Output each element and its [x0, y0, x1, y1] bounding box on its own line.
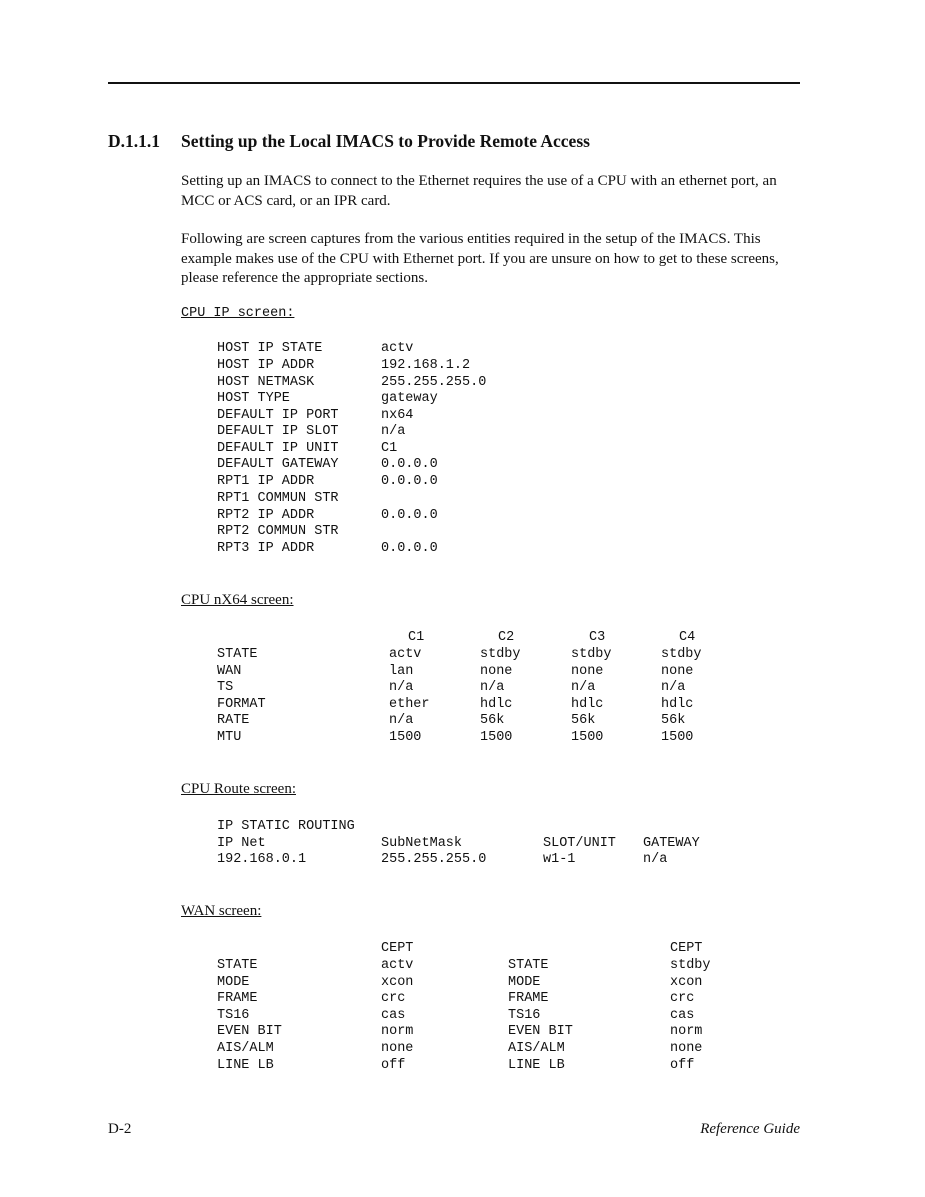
table-row	[0, 957, 925, 974]
field-label: DEFAULT IP SLOT	[217, 424, 339, 439]
field-label: RPT3 IP ADDR	[217, 541, 315, 556]
table-row	[0, 729, 925, 746]
field-label: HOST IP STATE	[217, 341, 323, 356]
field-label: RPT2 IP ADDR	[217, 508, 315, 523]
field-value: n/a	[381, 424, 406, 439]
field-value: 0.0.0.0	[381, 508, 438, 523]
table-cell: 56k	[661, 713, 686, 728]
table-cell: n/a	[480, 680, 505, 695]
table-row	[0, 390, 925, 407]
table-row	[0, 440, 925, 457]
table-cell: norm	[381, 1024, 414, 1039]
column-header: SubNetMask	[381, 836, 463, 851]
field-label: DEFAULT IP PORT	[217, 408, 339, 423]
page-number: D-2	[108, 1121, 132, 1137]
table-cell: norm	[670, 1024, 703, 1039]
field-label: HOST IP ADDR	[217, 358, 315, 373]
table-cell: hdlc	[571, 697, 604, 712]
row-label: LINE LB	[508, 1058, 565, 1073]
header-rule	[108, 82, 800, 84]
table-header-row	[0, 629, 925, 646]
table-cell: n/a	[389, 680, 414, 695]
table-row	[0, 407, 925, 424]
row-label: MODE	[217, 975, 250, 990]
row-label: MODE	[508, 975, 541, 990]
table-row	[0, 646, 925, 663]
column-header: CEPT	[670, 941, 703, 956]
field-value: gateway	[381, 391, 438, 406]
intro-paragraph: Setting up an IMACS to connect to the Ethernet requires the use of a CPU with an ethernet port, an MCC or ACS card, or an IPR card.	[181, 173, 777, 209]
table-row	[0, 663, 925, 680]
field-label: RPT1 IP ADDR	[217, 474, 315, 489]
table-cell: off	[381, 1058, 406, 1073]
table-row	[0, 974, 925, 991]
field-value: 0.0.0.0	[381, 457, 438, 472]
column-header: C1	[408, 630, 425, 645]
wan-caption: WAN screen:	[181, 903, 262, 919]
row-label: STATE	[508, 958, 549, 973]
row-label: STATE	[217, 647, 258, 662]
field-value: 192.168.1.2	[381, 358, 471, 373]
section-number: D.1.1.1	[108, 131, 161, 151]
table-row	[0, 696, 925, 713]
table-row	[0, 357, 925, 374]
table-row	[0, 712, 925, 729]
table-cell: hdlc	[480, 697, 513, 712]
table-row	[0, 456, 925, 473]
table-row	[0, 340, 925, 357]
table-cell: 1500	[480, 730, 513, 745]
table-cell: 56k	[480, 713, 505, 728]
table-row	[0, 540, 925, 557]
table-cell: stdby	[480, 647, 521, 662]
section-title: Setting up the Local IMACS to Provide Remote Access	[181, 131, 590, 151]
table-row	[0, 1007, 925, 1024]
table-row	[0, 990, 925, 1007]
table-cell: 255.255.255.0	[381, 852, 487, 867]
row-label: MTU	[217, 730, 242, 745]
table-cell: xcon	[670, 975, 703, 990]
table-cell: actv	[381, 958, 414, 973]
document-title: Reference Guide	[700, 1121, 800, 1137]
column-header: C2	[498, 630, 515, 645]
table-row	[0, 679, 925, 696]
table-cell: 192.168.0.1	[217, 852, 307, 867]
field-label: RPT1 COMMUN STR	[217, 491, 339, 506]
field-value: 0.0.0.0	[381, 541, 438, 556]
row-label: LINE LB	[217, 1058, 274, 1073]
row-label: TS	[217, 680, 234, 695]
field-label: HOST NETMASK	[217, 375, 315, 390]
table-cell: 1500	[661, 730, 694, 745]
field-label: HOST TYPE	[217, 391, 290, 406]
row-label: RATE	[217, 713, 250, 728]
table-cell: n/a	[389, 713, 414, 728]
table-cell: off	[670, 1058, 695, 1073]
row-label: AIS/ALM	[508, 1041, 565, 1056]
field-value: 0.0.0.0	[381, 474, 438, 489]
table-cell: crc	[670, 991, 695, 1006]
row-label: FORMAT	[217, 697, 266, 712]
table-header-row	[0, 940, 925, 957]
cpu-ip-caption: CPU IP screen:	[181, 306, 295, 321]
field-label: DEFAULT GATEWAY	[217, 457, 339, 472]
row-label: TS16	[508, 1008, 541, 1023]
example-paragraph: Following are screen captures from the various entities required in the setup of the IMACS. This example makes use of the CPU with Ethernet port. If you are unsure on how to get to these screens, please reference the appropriate sections.	[181, 231, 779, 286]
table-row	[0, 490, 925, 507]
column-header: SLOT/UNIT	[543, 836, 616, 851]
table-cell: cas	[381, 1008, 406, 1023]
table-cell: none	[661, 664, 694, 679]
table-cell: cas	[670, 1008, 695, 1023]
row-label: AIS/ALM	[217, 1041, 274, 1056]
row-label: FRAME	[508, 991, 549, 1006]
field-value: C1	[381, 441, 398, 456]
column-header: C3	[589, 630, 606, 645]
table-row	[0, 1040, 925, 1057]
field-label: RPT2 COMMUN STR	[217, 524, 339, 539]
row-label: EVEN BIT	[508, 1024, 573, 1039]
column-header: GATEWAY	[643, 836, 700, 851]
field-value: nx64	[381, 408, 414, 423]
section-heading	[108, 131, 590, 152]
table-cell: 1500	[571, 730, 604, 745]
table-cell: none	[381, 1041, 414, 1056]
table-cell: n/a	[661, 680, 686, 695]
table-cell: hdlc	[661, 697, 694, 712]
table-cell: none	[480, 664, 513, 679]
table-cell: ether	[389, 697, 430, 712]
row-label: EVEN BIT	[217, 1024, 282, 1039]
table-row	[0, 1023, 925, 1040]
field-value: actv	[381, 341, 414, 356]
table-cell: lan	[389, 664, 414, 679]
table-row	[0, 507, 925, 524]
row-label: FRAME	[217, 991, 258, 1006]
cpu-nx64-caption: CPU nX64 screen:	[181, 592, 294, 608]
table-cell: 56k	[571, 713, 596, 728]
table-cell: stdby	[661, 647, 702, 662]
routing-title: IP STATIC ROUTING	[217, 819, 355, 834]
table-row	[0, 374, 925, 391]
table-row	[0, 1057, 925, 1074]
table-title-row	[0, 818, 925, 835]
table-cell: actv	[389, 647, 422, 662]
field-value: 255.255.255.0	[381, 375, 487, 390]
column-header: IP Net	[217, 836, 266, 851]
table-cell: xcon	[381, 975, 414, 990]
table-cell: stdby	[670, 958, 711, 973]
table-cell: n/a	[643, 852, 668, 867]
table-cell: none	[670, 1041, 703, 1056]
table-cell: none	[571, 664, 604, 679]
table-cell: n/a	[571, 680, 596, 695]
table-row	[0, 851, 925, 868]
table-row	[0, 473, 925, 490]
table-row	[0, 523, 925, 540]
table-cell: 1500	[389, 730, 422, 745]
table-cell: stdby	[571, 647, 612, 662]
table-cell: crc	[381, 991, 406, 1006]
row-label: STATE	[217, 958, 258, 973]
table-cell: w1-1	[543, 852, 576, 867]
column-header: C4	[679, 630, 696, 645]
cpu-route-caption: CPU Route screen:	[181, 781, 296, 797]
row-label: TS16	[217, 1008, 250, 1023]
row-label: WAN	[217, 664, 242, 679]
field-label: DEFAULT IP UNIT	[217, 441, 339, 456]
table-row	[0, 423, 925, 440]
table-header-row	[0, 835, 925, 852]
column-header: CEPT	[381, 941, 414, 956]
